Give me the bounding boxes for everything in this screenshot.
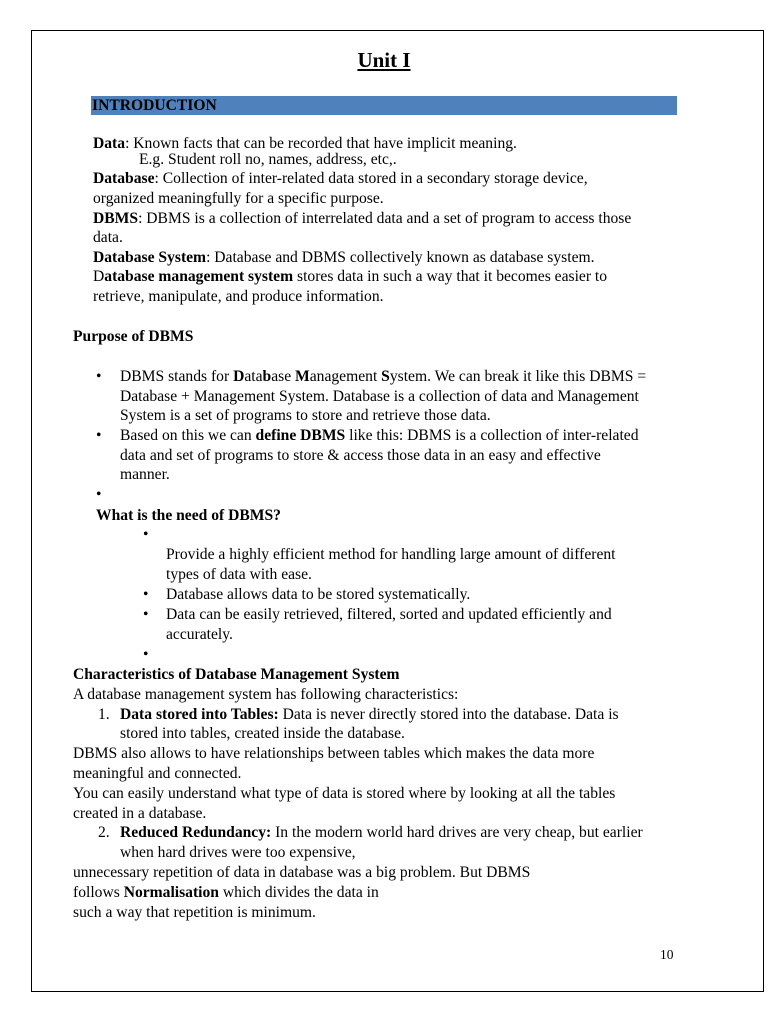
redundancy-paragraph-cont	[73, 883, 379, 903]
dbms-def-text: : DBMS is a collection of interrelated data and a set of program to access those	[138, 210, 632, 227]
list-number: 2.	[98, 824, 110, 841]
database-system-term: Database System	[93, 249, 207, 266]
list-number: 1.	[98, 706, 110, 723]
bullet-icon: •	[143, 526, 149, 543]
purpose-letter-b: b	[262, 368, 272, 385]
section-heading-bar	[91, 96, 677, 115]
purpose-heading: Purpose of DBMS	[73, 328, 194, 345]
page-title: Unit I	[357, 48, 411, 72]
dbms-definition-cont: data.	[93, 229, 123, 246]
dbms-full-definition	[93, 267, 607, 287]
redundancy-paragraph: unnecessary repetition of data in database was a big problem. But DBMS	[73, 864, 531, 881]
need-bullet-1: Provide a highly efficient method for handling large amount of different	[166, 546, 616, 563]
database-system-def-text: : Database and DBMS collectively known as database system.	[206, 249, 595, 266]
bullet-icon: •	[143, 646, 149, 663]
purpose-bullet-1-cont: Database + Management System. Database is a collection of data and Management	[120, 388, 639, 405]
item-1-text: Data is never directly stored into the database. Data is	[278, 706, 619, 723]
redundancy-paragraph-cont: such a way that repetition is minimum.	[73, 904, 316, 921]
need-bullet-3-cont: accurately.	[166, 626, 233, 643]
purpose-text: Based on this we can	[120, 427, 256, 444]
section-heading: INTRODUCTION	[92, 97, 217, 114]
need-bullet-1-cont: types of data with ease.	[166, 566, 312, 583]
purpose-letter-m: M	[295, 368, 310, 385]
tables-paragraph: You can easily understand what type of data is stored where by looking at all the tables	[73, 785, 616, 802]
data-term: Data	[93, 135, 126, 152]
characteristic-item-2-cont: when hard drives were too expensive,	[120, 844, 356, 861]
purpose-bullet-2-cont: data and set of programs to store & access those data in an easy and effective	[120, 447, 601, 464]
purpose-bullet-1-cont: System is a set of programs to store and retrieve those data.	[120, 407, 491, 424]
characteristic-item-1	[120, 705, 619, 725]
relationships-paragraph: DBMS also allows to have relationships between tables which makes the data more	[73, 745, 595, 762]
purpose-bullet-1	[120, 367, 646, 387]
redundancy-text: which divides the data in	[218, 884, 379, 901]
purpose-bullet-2-cont: manner.	[120, 466, 170, 483]
item-1-term: Data stored into Tables:	[120, 706, 279, 723]
page-number: 10	[660, 947, 674, 962]
database-def-text: : Collection of inter-related data stored in a secondary storage device,	[154, 170, 588, 187]
dbms-full-def-text: stores data in such a way that it becomes easier to	[293, 268, 608, 285]
characteristics-heading: Characteristics of Database Management System	[73, 666, 400, 683]
dbms-full-prefix: D	[93, 268, 105, 285]
purpose-letter-d: D	[233, 368, 245, 385]
item-2-text: In the modern world hard drives are very cheap, but earlier	[271, 824, 643, 841]
dbms-full-definition-cont: retrieve, manipulate, and produce information.	[93, 288, 384, 305]
item-2-term: Reduced Redundancy:	[120, 824, 272, 841]
data-def-text: : Known facts that can be recorded that have implicit meaning.	[125, 135, 517, 152]
purpose-bullet-2	[120, 426, 639, 446]
database-definition	[93, 169, 588, 189]
purpose-text: DBMS stands for	[120, 368, 234, 385]
bullet-icon: •	[96, 486, 102, 503]
characteristic-item-1-cont: stored into tables, created inside the database.	[120, 725, 405, 742]
database-term: Database	[93, 170, 155, 187]
database-system-definition	[93, 248, 595, 268]
define-dbms-term: define DBMS	[255, 427, 346, 444]
purpose-letter-s: S	[381, 368, 390, 385]
redundancy-text: follows	[73, 884, 124, 901]
tables-paragraph-cont: created in a database.	[73, 805, 207, 822]
data-example: E.g. Student roll no, names, address, etc,.	[139, 151, 397, 168]
need-bullet-2: Database allows data to be stored systematically.	[166, 586, 471, 603]
need-bullet-3: Data can be easily retrieved, filtered, sorted and updated efficiently and	[166, 606, 612, 623]
dbms-full-term: atabase management system	[104, 268, 294, 285]
characteristic-item-2	[120, 823, 643, 843]
bullet-icon: •	[143, 586, 149, 603]
normalisation-term: Normalisation	[123, 884, 219, 901]
purpose-text: ata	[244, 368, 263, 385]
need-heading: What is the need of DBMS?	[96, 507, 281, 524]
bullet-icon: •	[143, 606, 149, 623]
dbms-definition	[93, 209, 631, 229]
bullet-icon: •	[96, 427, 102, 444]
dbms-term: DBMS	[93, 210, 139, 227]
relationships-paragraph-cont: meaningful and connected.	[73, 765, 242, 782]
characteristics-intro: A database management system has following characteristics:	[73, 686, 459, 703]
purpose-text: ystem. We can break it like this DBMS =	[389, 368, 647, 385]
database-definition-cont: organized meaningfully for a specific purpose.	[93, 190, 384, 207]
purpose-text: ase	[271, 368, 296, 385]
purpose-text: anagement	[309, 368, 382, 385]
purpose-text: like this: DBMS is a collection of inter-related	[345, 427, 639, 444]
bullet-icon: •	[96, 368, 102, 385]
